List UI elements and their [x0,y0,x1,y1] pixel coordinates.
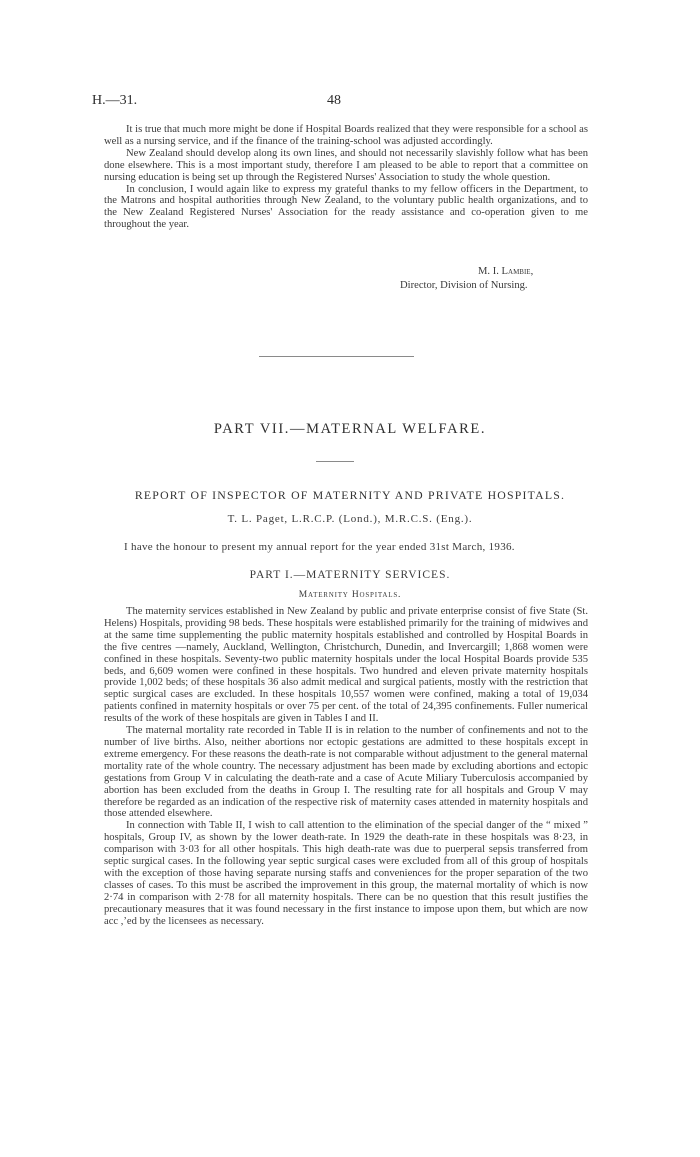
paragraph: In conclusion, I would again like to express my grateful thanks to my fellow officers in the Department, to the Matrons and hospital authorities through New Zealand, to the voluntary public health organizations, and to the New Zealand Registered Nurses' Association for the ready assistance and co-operation given to me throughout the year. [104,183,588,231]
short-divider [316,461,354,462]
nursing-text [104,124,588,231]
maternity-text [104,606,588,927]
paragraph: New Zealand should develop along its own lines, and should not necessarily slavishly follow what has been done elsewhere. This is a most important study, therefore I am pleased to be able to report that a committee on nursing education is being set up through the Registered Nurses' Association to study the whole question. [104,147,588,183]
intro-sentence: I have the honour to present my annual report for the year ended 31st March, 1936. [124,541,515,553]
paragraph: In connection with Table II, I wish to call attention to the elimination of the special danger of the “ mixed ” hospitals, Group IV, as shown by the lower death-rate. In 1929 the death-rate in these hospitals was 8·23, in comparison with 3·03 for all other hospitals. This high death-rate was due to puerperal sepsis transferred from septic surgical cases. In the following year septic surgical cases were excluded from all of this group of hospitals with the exception of those having separate nursing staffs and conveniences for the proper separation of the two classes of cases. To this must be ascribed the improvement in this group, the maternal mortality of which is now 2·74 in comparison with 2·78 for all maternity hospitals. There can be no question that this result justifies the precautionary measures that it was found necessary in the first instance to impose upon them, but which are now acc ,’ed by the licensees as necessary. [104,820,588,927]
section-divider [259,356,414,357]
signature-name: M. I. Lambie, [478,266,534,277]
subheading: Maternity Hospitals. [298,590,402,600]
part-one-heading: PART I.—MATERNITY SERVICES. [249,569,451,581]
paragraph: The maternity services established in New Zealand by public and private enterprise consist of five State (St. Helens) Hospitals, providing 98 beds. These hospitals were established primarily for the training of midwives and at the same time supplementing the public maternity hospitals established and controlled by Hospital Boards in the five centres —namely, Auckland, Wellington, Christchurch, Dunedin, and Invercargill; 1,868 women were confined in these hospitals. Seventy-two public maternity hospitals under the local Hospital Boards provide 535 beds, and 6,609 women were confined in these hospitals. Two hundred and eleven private maternity hospitals provide 1,002 beds; of these hospitals 36 also admit medical and surgical patients, mostly with the restriction that septic surgical cases are excluded. In these hospitals 10,557 women were confined, making a total of 19,034 patients confined in maternity hospitals or over 75 per cent. of the total of 24,395 confinements. Fuller numerical results of the work of these hospitals are given in Tables I and II. [104,606,588,725]
document-reference: H.—31. [92,93,138,108]
part-heading: PART VII.—MATERNAL WELFARE. [213,421,487,437]
paragraph: The maternal mortality rate recorded in Table II is in relation to the number of confinements and not to the number of live births. Also, neither abortions nor ectopic gestations are admitted to these hospitals except in extreme emergency. For these reasons the death-rate is not comparable without adjustment to the general maternal mortality rate of the whole country. The necessary adjustment has been made by excluding abortions and ectopic gestations from Group V in calculating the death-rate and a case of Acute Miliary Tuberculosis accompanied by abortion has been excluded from the deaths in Group I. The resulting rate for all hospitals and Group V may therefore be regarded as an indication of the respective risk of maternity cases attended in maternity hospitals and those attended elsewhere. [104,725,588,820]
paragraph: It is true that much more might be done if Hospital Boards realized that they were responsible for a school as well as a nursing service, and if the finance of the training-school was adjusted accordingly. [104,124,588,147]
signature-title: Director, Division of Nursing. [400,280,528,291]
report-heading: REPORT OF INSPECTOR OF MATERNITY AND PRIVATE HOSPITALS. [134,488,566,502]
page-number: 48 [327,93,341,108]
author-byline: T. L. Paget, L.R.C.P. (Lond.), M.R.C.S. (Eng.). [227,513,473,525]
